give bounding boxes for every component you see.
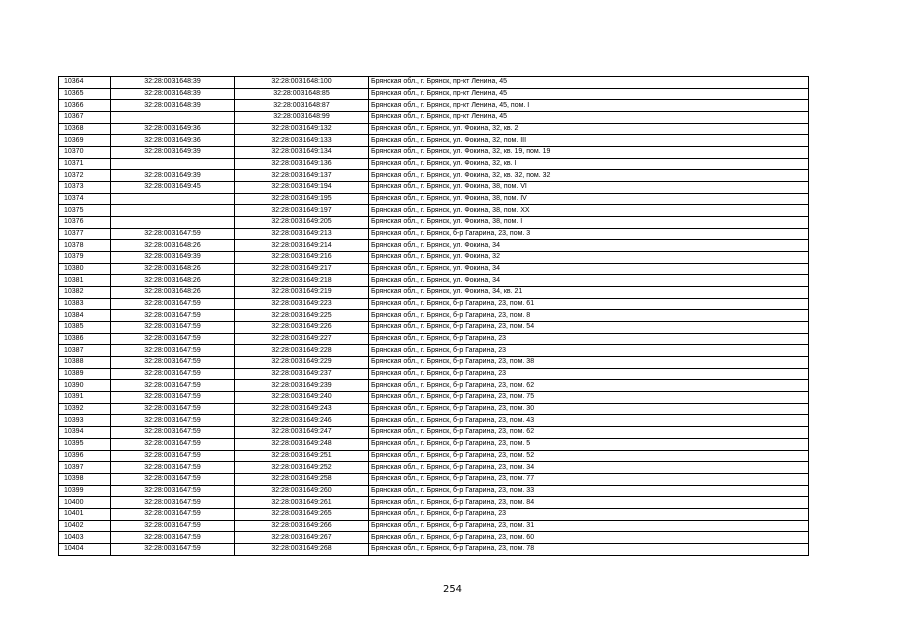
row-number-cell: 10387 [59,345,111,357]
table-row [59,112,809,124]
table-row [59,543,809,555]
parent-cadastral-number-cell: 32:28:0031647:59 [111,380,235,392]
row-number-cell: 10377 [59,228,111,240]
table-row [59,333,809,345]
table-row [59,287,809,299]
row-number-cell: 10393 [59,415,111,427]
parent-cadastral-number-cell: 32:28:0031647:59 [111,520,235,532]
cadastral-number-cell: 32:28:0031648:100 [235,77,369,89]
parent-cadastral-number-cell: 32:28:0031647:59 [111,403,235,415]
cadastral-number-cell: 32:28:0031649:197 [235,205,369,217]
address-cell: Брянская обл., г. Брянск, ул. Фокина, 38, пом. IV [369,193,809,205]
row-number-cell: 10364 [59,77,111,89]
table-row [59,357,809,369]
parent-cadastral-number-cell: 32:28:0031647:59 [111,438,235,450]
parent-cadastral-number-cell: 32:28:0031647:59 [111,322,235,334]
table-row [59,485,809,497]
row-number-cell: 10400 [59,497,111,509]
table-row [59,450,809,462]
row-number-cell: 10381 [59,275,111,287]
address-cell: Брянская обл., г. Брянск, ул. Фокина, 34, кв. 21 [369,287,809,299]
address-cell: Брянская обл., г. Брянск, б-р Гагарина, 23, пом. 38 [369,357,809,369]
address-cell: Брянская обл., г. Брянск, б-р Гагарина, 23, пом. 75 [369,392,809,404]
table-row [59,228,809,240]
parent-cadastral-number-cell: 32:28:0031649:39 [111,252,235,264]
table-row [59,182,809,194]
row-number-cell: 10403 [59,532,111,544]
cadastral-number-cell: 32:28:0031649:237 [235,368,369,380]
cadastral-number-cell: 32:28:0031649:266 [235,520,369,532]
address-cell: Брянская обл., г. Брянск, б-р Гагарина, 23, пом. 84 [369,497,809,509]
address-cell: Брянская обл., г. Брянск, б-р Гагарина, 23, пом. 8 [369,310,809,322]
row-number-cell: 10396 [59,450,111,462]
cadastral-number-cell: 32:28:0031649:265 [235,508,369,520]
cadastral-number-cell: 32:28:0031649:247 [235,427,369,439]
row-number-cell: 10366 [59,100,111,112]
address-cell: Брянская обл., г. Брянск, б-р Гагарина, 23, пом. 62 [369,427,809,439]
row-number-cell: 10379 [59,252,111,264]
address-cell: Брянская обл., г. Брянск, б-р Гагарина, 23 [369,368,809,380]
row-number-cell: 10385 [59,322,111,334]
parent-cadastral-number-cell: 32:28:0031647:59 [111,357,235,369]
cadastral-number-cell: 32:28:0031649:214 [235,240,369,252]
table-row [59,497,809,509]
parent-cadastral-number-cell [111,217,235,229]
row-number-cell: 10395 [59,438,111,450]
table-row [59,275,809,287]
address-cell: Брянская обл., г. Брянск, пр-кт Ленина, 45 [369,77,809,89]
row-number-cell: 10376 [59,217,111,229]
table-row [59,322,809,334]
address-cell: Брянская обл., г. Брянск, б-р Гагарина, 23, пом. 61 [369,298,809,310]
table-row [59,147,809,159]
cadastral-number-cell: 32:28:0031649:252 [235,462,369,474]
cadastral-number-cell: 32:28:0031648:85 [235,88,369,100]
address-cell: Брянская обл., г. Брянск, пр-кт Ленина, 45 [369,112,809,124]
address-cell: Брянская обл., г. Брянск, ул. Фокина, 32, пом. III [369,135,809,147]
parent-cadastral-number-cell: 32:28:0031648:26 [111,287,235,299]
row-number-cell: 10383 [59,298,111,310]
cadastral-number-cell: 32:28:0031649:217 [235,263,369,275]
parent-cadastral-number-cell: 32:28:0031647:59 [111,450,235,462]
table-row [59,123,809,135]
row-number-cell: 10375 [59,205,111,217]
table-row [59,193,809,205]
cadastral-number-cell: 32:28:0031649:219 [235,287,369,299]
parent-cadastral-number-cell [111,112,235,124]
cadastral-number-cell: 32:28:0031649:246 [235,415,369,427]
cadastral-number-cell: 32:28:0031649:225 [235,310,369,322]
row-number-cell: 10368 [59,123,111,135]
address-cell: Брянская обл., г. Брянск, ул. Фокина, 32, кв. 2 [369,123,809,135]
cadastral-number-cell: 32:28:0031648:99 [235,112,369,124]
table-row [59,427,809,439]
table-row [59,310,809,322]
address-cell: Брянская обл., г. Брянск, б-р Гагарина, 23, пом. 31 [369,520,809,532]
address-cell: Брянская обл., г. Брянск, б-р Гагарина, 23, пом. 43 [369,415,809,427]
table-row [59,263,809,275]
address-cell: Брянская обл., г. Брянск, б-р Гагарина, 23, пом. 62 [369,380,809,392]
row-number-cell: 10367 [59,112,111,124]
cadastral-number-cell: 32:28:0031649:205 [235,217,369,229]
row-number-cell: 10401 [59,508,111,520]
cadastral-number-cell: 32:28:0031649:194 [235,182,369,194]
parent-cadastral-number-cell: 32:28:0031647:59 [111,473,235,485]
address-cell: Брянская обл., г. Брянск, ул. Фокина, 32, кв. I [369,158,809,170]
row-number-cell: 10389 [59,368,111,380]
parent-cadastral-number-cell: 32:28:0031647:59 [111,427,235,439]
row-number-cell: 10382 [59,287,111,299]
table-row [59,252,809,264]
table-row [59,368,809,380]
table-row [59,158,809,170]
cadastral-number-cell: 32:28:0031649:134 [235,147,369,159]
cadastral-number-cell: 32:28:0031649:229 [235,357,369,369]
address-cell: Брянская обл., г. Брянск, б-р Гагарина, 23, пом. 54 [369,322,809,334]
parent-cadastral-number-cell: 32:28:0031648:26 [111,275,235,287]
cadastral-number-cell: 32:28:0031649:261 [235,497,369,509]
table-row [59,135,809,147]
parent-cadastral-number-cell: 32:28:0031649:39 [111,170,235,182]
row-number-cell: 10369 [59,135,111,147]
table-row [59,438,809,450]
table-row [59,403,809,415]
address-cell: Брянская обл., г. Брянск, б-р Гагарина, 23, пом. 52 [369,450,809,462]
address-cell: Брянская обл., г. Брянск, ул. Фокина, 34 [369,240,809,252]
cadastral-number-cell: 32:28:0031649:226 [235,322,369,334]
table-row [59,380,809,392]
table-body [59,77,809,556]
parent-cadastral-number-cell: 32:28:0031647:59 [111,497,235,509]
parent-cadastral-number-cell: 32:28:0031647:59 [111,298,235,310]
cadastral-number-cell: 32:28:0031649:248 [235,438,369,450]
cadastral-number-cell: 32:28:0031649:268 [235,543,369,555]
table-row [59,462,809,474]
table-row [59,473,809,485]
row-number-cell: 10390 [59,380,111,392]
address-cell: Брянская обл., г. Брянск, ул. Фокина, 38, пом. I [369,217,809,229]
parent-cadastral-number-cell: 32:28:0031647:59 [111,392,235,404]
cadastral-number-cell: 32:28:0031648:87 [235,100,369,112]
address-cell: Брянская обл., г. Брянск, б-р Гагарина, 23, пом. 33 [369,485,809,497]
cadastral-number-cell: 32:28:0031649:218 [235,275,369,287]
address-cell: Брянская обл., г. Брянск, б-р Гагарина, 23, пом. 78 [369,543,809,555]
cadastral-number-cell: 32:28:0031649:227 [235,333,369,345]
cadastral-number-cell: 32:28:0031649:258 [235,473,369,485]
cadastral-number-cell: 32:28:0031649:216 [235,252,369,264]
row-number-cell: 10404 [59,543,111,555]
cadastral-number-cell: 32:28:0031649:136 [235,158,369,170]
cadastral-number-cell: 32:28:0031649:240 [235,392,369,404]
parent-cadastral-number-cell: 32:28:0031649:45 [111,182,235,194]
row-number-cell: 10386 [59,333,111,345]
cadastral-number-cell: 32:28:0031649:228 [235,345,369,357]
parent-cadastral-number-cell: 32:28:0031647:59 [111,333,235,345]
row-number-cell: 10398 [59,473,111,485]
row-number-cell: 10374 [59,193,111,205]
address-cell: Брянская обл., г. Брянск, ул. Фокина, 38, пом. VI [369,182,809,194]
cadastral-number-cell: 32:28:0031649:251 [235,450,369,462]
cadastral-number-cell: 32:28:0031649:132 [235,123,369,135]
row-number-cell: 10391 [59,392,111,404]
cadastral-number-cell: 32:28:0031649:223 [235,298,369,310]
table-row [59,205,809,217]
parent-cadastral-number-cell: 32:28:0031647:59 [111,310,235,322]
row-number-cell: 10388 [59,357,111,369]
table-row [59,415,809,427]
parent-cadastral-number-cell: 32:28:0031647:59 [111,543,235,555]
table-row [59,532,809,544]
row-number-cell: 10384 [59,310,111,322]
table-row [59,345,809,357]
cadastral-number-cell: 32:28:0031649:239 [235,380,369,392]
parent-cadastral-number-cell: 32:28:0031647:59 [111,485,235,497]
parent-cadastral-number-cell: 32:28:0031649:36 [111,135,235,147]
cadastral-number-cell: 32:28:0031649:260 [235,485,369,497]
parent-cadastral-number-cell: 32:28:0031649:39 [111,147,235,159]
cadastral-number-cell: 32:28:0031649:195 [235,193,369,205]
parent-cadastral-number-cell: 32:28:0031648:39 [111,77,235,89]
row-number-cell: 10399 [59,485,111,497]
parent-cadastral-number-cell: 32:28:0031647:59 [111,228,235,240]
table-row [59,77,809,89]
address-cell: Брянская обл., г. Брянск, ул. Фокина, 34 [369,275,809,287]
cadastral-number-cell: 32:28:0031649:267 [235,532,369,544]
address-cell: Брянская обл., г. Брянск, б-р Гагарина, 23, пом. 60 [369,532,809,544]
parent-cadastral-number-cell [111,158,235,170]
table-row [59,88,809,100]
row-number-cell: 10371 [59,158,111,170]
table-row [59,392,809,404]
parent-cadastral-number-cell: 32:28:0031647:59 [111,415,235,427]
address-cell: Брянская обл., г. Брянск, ул. Фокина, 32, кв. 19, пом. 19 [369,147,809,159]
table-row [59,508,809,520]
address-cell: Брянская обл., г. Брянск, б-р Гагарина, 23, пом. 77 [369,473,809,485]
parent-cadastral-number-cell [111,193,235,205]
table-row [59,298,809,310]
parent-cadastral-number-cell: 32:28:0031647:59 [111,532,235,544]
parent-cadastral-number-cell: 32:28:0031649:36 [111,123,235,135]
table-row [59,100,809,112]
address-cell: Брянская обл., г. Брянск, ул. Фокина, 38, пом. XX [369,205,809,217]
page-number: 254 [442,584,463,595]
table-row [59,520,809,532]
parent-cadastral-number-cell [111,205,235,217]
address-cell: Брянская обл., г. Брянск, б-р Гагарина, 23, пом. 34 [369,462,809,474]
row-number-cell: 10372 [59,170,111,182]
address-cell: Брянская обл., г. Брянск, пр-кт Ленина, 45 [369,88,809,100]
row-number-cell: 10370 [59,147,111,159]
address-cell: Брянская обл., г. Брянск, б-р Гагарина, 23, пом. 30 [369,403,809,415]
row-number-cell: 10397 [59,462,111,474]
address-cell: Брянская обл., г. Брянск, ул. Фокина, 32, кв. 32, пом. 32 [369,170,809,182]
parent-cadastral-number-cell: 32:28:0031648:26 [111,263,235,275]
row-number-cell: 10365 [59,88,111,100]
address-cell: Брянская обл., г. Брянск, пр-кт Ленина, 45, пом. I [369,100,809,112]
row-number-cell: 10402 [59,520,111,532]
parent-cadastral-number-cell: 32:28:0031647:59 [111,345,235,357]
records-table [58,76,809,556]
parent-cadastral-number-cell: 32:28:0031648:26 [111,240,235,252]
parent-cadastral-number-cell: 32:28:0031647:59 [111,508,235,520]
table-row [59,170,809,182]
row-number-cell: 10394 [59,427,111,439]
table-row [59,217,809,229]
address-cell: Брянская обл., г. Брянск, ул. Фокина, 34 [369,263,809,275]
cadastral-number-cell: 32:28:0031649:213 [235,228,369,240]
cadastral-number-cell: 32:28:0031649:133 [235,135,369,147]
parent-cadastral-number-cell: 32:28:0031648:39 [111,88,235,100]
row-number-cell: 10378 [59,240,111,252]
address-cell: Брянская обл., г. Брянск, б-р Гагарина, 23 [369,508,809,520]
table-row [59,240,809,252]
address-cell: Брянская обл., г. Брянск, б-р Гагарина, 23 [369,333,809,345]
row-number-cell: 10373 [59,182,111,194]
parent-cadastral-number-cell: 32:28:0031648:39 [111,100,235,112]
cadastral-number-cell: 32:28:0031649:243 [235,403,369,415]
row-number-cell: 10392 [59,403,111,415]
address-cell: Брянская обл., г. Брянск, б-р Гагарина, 23, пом. 3 [369,228,809,240]
parent-cadastral-number-cell: 32:28:0031647:59 [111,368,235,380]
parent-cadastral-number-cell: 32:28:0031647:59 [111,462,235,474]
address-cell: Брянская обл., г. Брянск, б-р Гагарина, 23, пом. 5 [369,438,809,450]
cadastral-number-cell: 32:28:0031649:137 [235,170,369,182]
row-number-cell: 10380 [59,263,111,275]
address-cell: Брянская обл., г. Брянск, ул. Фокина, 32 [369,252,809,264]
address-cell: Брянская обл., г. Брянск, б-р Гагарина, 23 [369,345,809,357]
